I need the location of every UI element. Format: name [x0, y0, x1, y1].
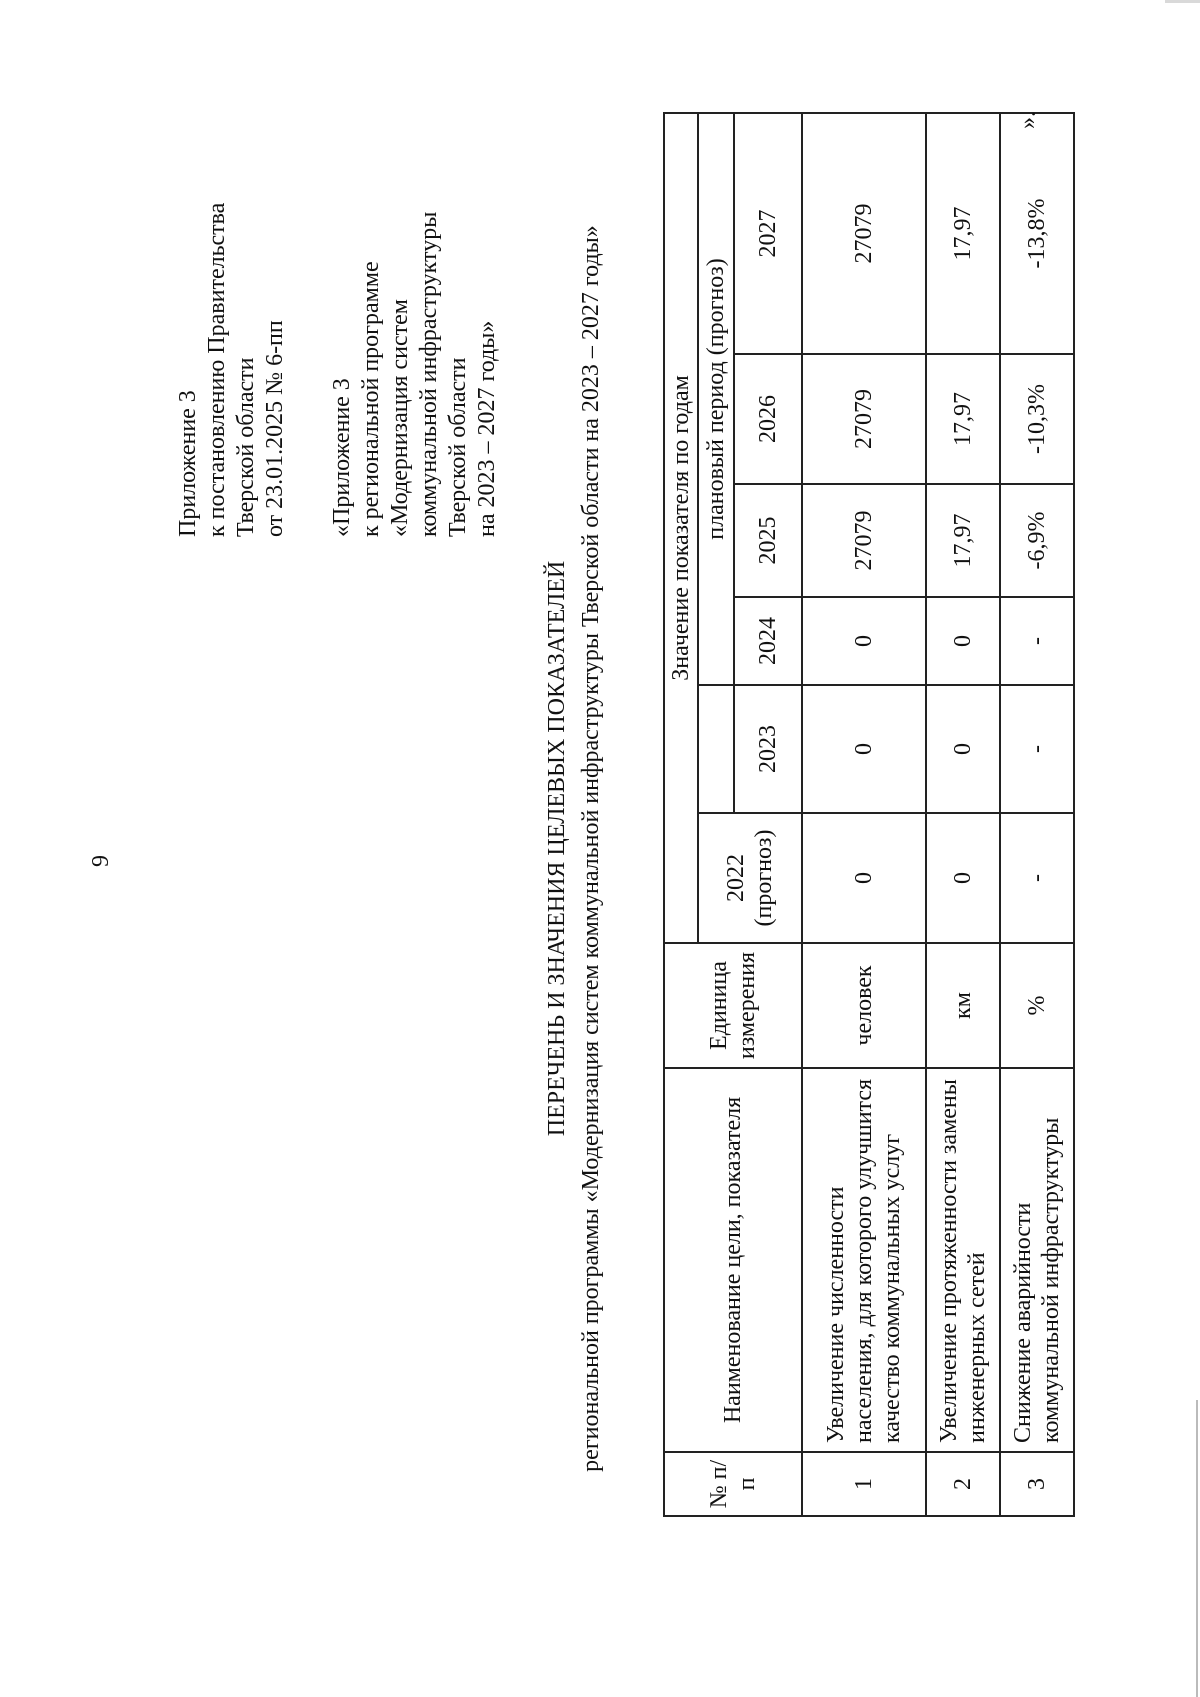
header-values: Значение показателя по годам	[664, 113, 698, 943]
row-num: 1	[802, 1452, 926, 1516]
row-num: 3	[1000, 1452, 1074, 1516]
page-number: 9	[88, 855, 114, 867]
header-year: 2025	[734, 484, 802, 597]
row-value: 0	[802, 597, 926, 685]
program-appendix-line: Тверской области	[445, 357, 471, 537]
appendix-header-line: к постановлению Правительства	[204, 202, 230, 537]
header-year: 2027	[734, 113, 802, 354]
header-planning: плановый период (прогноз)	[698, 113, 734, 685]
row-value: 27079	[802, 484, 926, 597]
row-base: 0	[802, 813, 926, 943]
row-base: -	[1000, 813, 1074, 943]
header-year: 2023	[734, 685, 802, 813]
table-row	[1000, 113, 1074, 1516]
appendix-header	[174, 203, 290, 537]
header-unit: Единица измерения	[664, 943, 802, 1068]
row-value: -6,9%	[1000, 484, 1074, 597]
program-appendix-line: коммунальной инфраструктуры	[416, 211, 442, 537]
row-value: 27079	[802, 354, 926, 484]
row-value: 0	[926, 597, 1000, 685]
appendix-header-line: от 23.01.2025 № 6-пп	[262, 320, 288, 537]
header-year: 2024	[734, 597, 802, 685]
appendix-header-line: Приложение 3	[175, 390, 201, 537]
header-base-note: (прогноз)	[751, 829, 777, 927]
header-year: 2026	[734, 354, 802, 484]
document-title: ПЕРЕЧЕНЬ И ЗНАЧЕНИЯ ЦЕЛЕВЫХ ПОКАЗАТЕЛЕЙ	[544, 560, 570, 1137]
table-row	[802, 113, 926, 1516]
appendix-header-line: Тверской области	[233, 357, 259, 537]
row-value: 0	[926, 685, 1000, 813]
row-value: 17,97	[926, 113, 1000, 354]
row-value: 27079	[802, 113, 926, 354]
program-appendix-line: «Приложение 3	[329, 378, 355, 537]
row-value: 0	[802, 685, 926, 813]
row-value: -13,8%	[1000, 113, 1074, 354]
header-base-year	[698, 813, 802, 943]
row-value: -	[1000, 597, 1074, 685]
program-appendix-line: к региональной программе	[358, 261, 384, 537]
row-value: -10,3%	[1000, 354, 1074, 484]
table-row	[926, 113, 1000, 1516]
row-name: Снижение аварийности коммунальной инфраструктуры	[1000, 1068, 1074, 1452]
header-num: № п/п	[664, 1452, 802, 1516]
row-name: Увеличение численности населения, для которого улучшится качество коммунальных услуг	[802, 1068, 926, 1452]
program-appendix	[328, 212, 502, 537]
row-value: -	[1000, 685, 1074, 813]
document-subtitle: региональной программы «Модернизация систем коммунальной инфраструктуры Тверской области на 2023 – 2027 годы»	[578, 225, 604, 1472]
row-num: 2	[926, 1452, 1000, 1516]
program-appendix-line: «Модернизация систем	[387, 299, 413, 537]
indicators-table	[663, 112, 1075, 1517]
header-name: Наименование цели, показателя	[664, 1068, 802, 1452]
header-base-year-label: 2022	[723, 854, 749, 902]
row-unit: %	[1000, 943, 1074, 1068]
row-base: 0	[926, 813, 1000, 943]
row-name: Увеличение протяженности замены инженерных сетей	[926, 1068, 1000, 1452]
row-unit: км	[926, 943, 1000, 1068]
row-value: 17,97	[926, 484, 1000, 597]
row-value: 17,97	[926, 354, 1000, 484]
row-unit: человек	[802, 943, 926, 1068]
program-appendix-line: на 2023 – 2027 годы»	[474, 320, 500, 537]
closing-quote-mark: ».	[1015, 111, 1041, 129]
